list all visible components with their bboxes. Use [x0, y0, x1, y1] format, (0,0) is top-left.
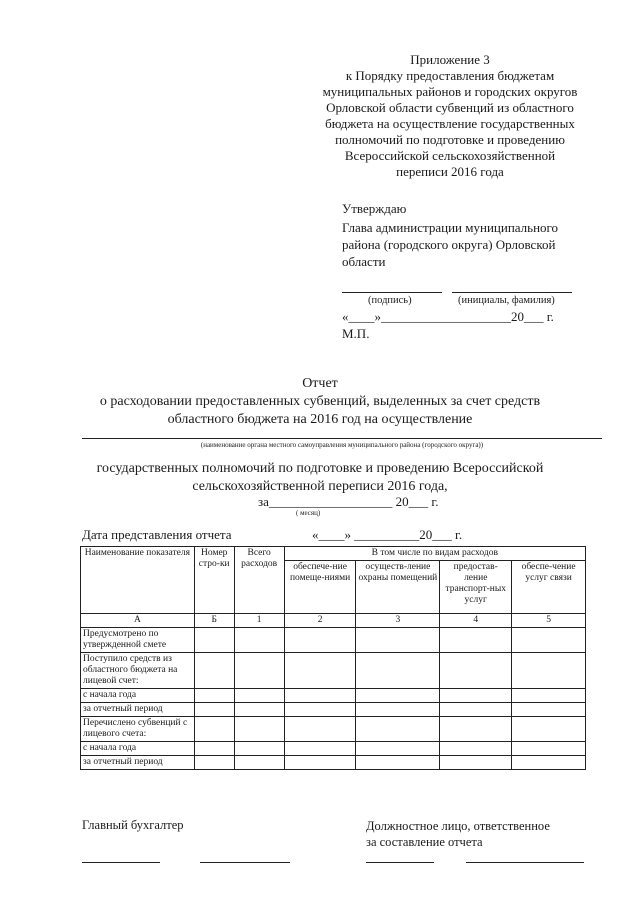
appendix-line: Приложение 3 — [410, 52, 490, 67]
table-cell[interactable] — [234, 703, 284, 717]
index-cell: 1 — [234, 614, 284, 628]
table-cell[interactable] — [356, 742, 440, 756]
row-label: Перечислено субвенций с лицевого счета: — [81, 717, 195, 742]
appendix-block — [300, 52, 600, 180]
row-label: с начала года — [81, 689, 195, 703]
table-cell[interactable] — [512, 653, 586, 689]
responsible-line: за составление отчета — [366, 835, 483, 849]
header-total: Всего расходов — [234, 547, 284, 614]
table-cell[interactable] — [234, 628, 284, 653]
org-caption: (наименование органа местного самоуправления муниципального района (городского округа)) — [200, 441, 484, 449]
index-cell: 2 — [284, 614, 356, 628]
header-sub: обеспече-ние помеще-ниями — [284, 561, 356, 614]
stamp-label: М.П. — [342, 326, 370, 341]
table-cell[interactable] — [440, 703, 512, 717]
table-cell[interactable] — [356, 689, 440, 703]
table-cell[interactable] — [440, 689, 512, 703]
appendix-line: полномочий по подготовке и проведению — [335, 132, 565, 147]
report-date-label: Дата представления отчета — [82, 527, 232, 542]
table-cell[interactable] — [284, 756, 356, 770]
table-cell[interactable] — [284, 703, 356, 717]
signature-caption: (подпись) — [368, 295, 412, 306]
approval-heading: Утверждаю — [342, 201, 407, 216]
row-label: Поступило средств из областного бюджета на лицевой счет: — [81, 653, 195, 689]
table-row — [81, 756, 586, 770]
table-cell[interactable] — [194, 717, 234, 742]
row-label: за отчетный период — [81, 703, 195, 717]
report-title-line: о расходовании предоставленных субвенций, выделенных за счет средств — [99, 394, 541, 409]
responsible-person-label — [366, 818, 550, 850]
appendix-line: бюджета на осуществление государственных — [325, 116, 575, 131]
table-cell[interactable] — [512, 628, 586, 653]
table-cell[interactable] — [284, 717, 356, 742]
month-caption: ( месяц) — [296, 509, 321, 517]
table-cell[interactable] — [356, 756, 440, 770]
table-cell[interactable] — [194, 653, 234, 689]
table-cell[interactable] — [194, 703, 234, 717]
appendix-line: муниципальных районов и городских округов — [322, 84, 578, 99]
initials-line — [452, 292, 572, 293]
table-cell[interactable] — [194, 689, 234, 703]
index-cell: 3 — [356, 614, 440, 628]
table-cell[interactable] — [284, 742, 356, 756]
appendix-line: Всероссийской сельскохозяйственной — [344, 148, 556, 163]
row-label: за отчетный период — [81, 756, 195, 770]
report-title-line: сельскохозяйственной переписи 2016 года, — [192, 479, 448, 494]
header-sub: предостав-ление транспорт-ных услуг — [440, 561, 512, 614]
row-label: с начала года — [81, 742, 195, 756]
signature-line — [342, 292, 442, 293]
appendix-line: переписи 2016 года — [396, 164, 504, 179]
table-cell[interactable] — [234, 742, 284, 756]
table-cell[interactable] — [234, 689, 284, 703]
report-date-value: «____» __________20___ г. — [312, 527, 463, 542]
appendix-line: Орловской области субвенций из областного — [326, 100, 574, 115]
responsible-name-line — [466, 862, 584, 863]
header-sub: осуществ-ление охраны помещений — [356, 561, 440, 614]
table-cell[interactable] — [512, 703, 586, 717]
table-cell[interactable] — [512, 756, 586, 770]
table-row — [81, 717, 586, 742]
approval-date-line: «____»____________________20___ г. — [342, 309, 554, 324]
report-heading: Отчет — [302, 376, 338, 391]
table-cell[interactable] — [284, 628, 356, 653]
approval-line: области — [342, 254, 386, 269]
table-row — [81, 628, 586, 653]
table-header-row — [81, 547, 586, 561]
table-cell[interactable] — [440, 653, 512, 689]
table-cell[interactable] — [356, 628, 440, 653]
report-title-block — [60, 375, 580, 429]
table-cell[interactable] — [356, 653, 440, 689]
table-cell[interactable] — [234, 756, 284, 770]
accountant-name-line — [200, 862, 290, 863]
row-label: Предусмотрено по утвержденной смете — [81, 628, 195, 653]
table-cell[interactable] — [284, 689, 356, 703]
report-subtitle — [60, 460, 580, 496]
chief-accountant-label: Главный бухгалтер — [82, 818, 184, 832]
table-cell[interactable] — [356, 703, 440, 717]
report-title-line: государственных полномочий по подготовке и проведению Всероссийской — [96, 461, 544, 476]
table-cell[interactable] — [440, 717, 512, 742]
table-cell[interactable] — [440, 756, 512, 770]
responsible-signature-line — [366, 862, 434, 863]
table-cell[interactable] — [194, 742, 234, 756]
header-group: В том числе по видам расходов — [284, 547, 585, 561]
table-cell[interactable] — [194, 628, 234, 653]
table-cell[interactable] — [512, 742, 586, 756]
table-row — [81, 703, 586, 717]
table-cell[interactable] — [440, 628, 512, 653]
table-cell[interactable] — [284, 653, 356, 689]
appendix-line: к Порядку предоставления бюджетам — [345, 68, 555, 83]
responsible-line: Должностное лицо, ответственное — [366, 819, 550, 833]
initials-caption: (инициалы, фамилия) — [458, 295, 555, 306]
index-cell: 4 — [440, 614, 512, 628]
index-cell: А — [81, 614, 195, 628]
table-cell[interactable] — [234, 717, 284, 742]
header-name: Наименование показателя — [81, 547, 195, 614]
table-row — [81, 689, 586, 703]
table-row — [81, 653, 586, 689]
index-cell: 5 — [512, 614, 586, 628]
table-index-row — [81, 614, 586, 628]
header-sub: обеспе-чение услуг связи — [512, 561, 586, 614]
header-row-number: Номер стро-ки — [194, 547, 234, 614]
period-line: за___________________ 20___ г. — [258, 494, 439, 509]
report-title-line: областного бюджета на 2016 год на осуществление — [167, 412, 473, 427]
table-cell[interactable] — [356, 717, 440, 742]
approval-line: Глава администрации муниципального — [342, 220, 559, 235]
expenses-table — [80, 546, 586, 770]
table-cell[interactable] — [194, 756, 234, 770]
table-cell[interactable] — [234, 653, 284, 689]
table-row — [81, 742, 586, 756]
table-cell[interactable] — [512, 689, 586, 703]
org-name-line — [82, 438, 602, 439]
table-cell[interactable] — [512, 717, 586, 742]
accountant-signature-line — [82, 862, 160, 863]
table-cell[interactable] — [440, 742, 512, 756]
approval-block — [342, 200, 602, 270]
approval-line: района (городского округа) Орловской — [342, 237, 556, 252]
index-cell: Б — [194, 614, 234, 628]
